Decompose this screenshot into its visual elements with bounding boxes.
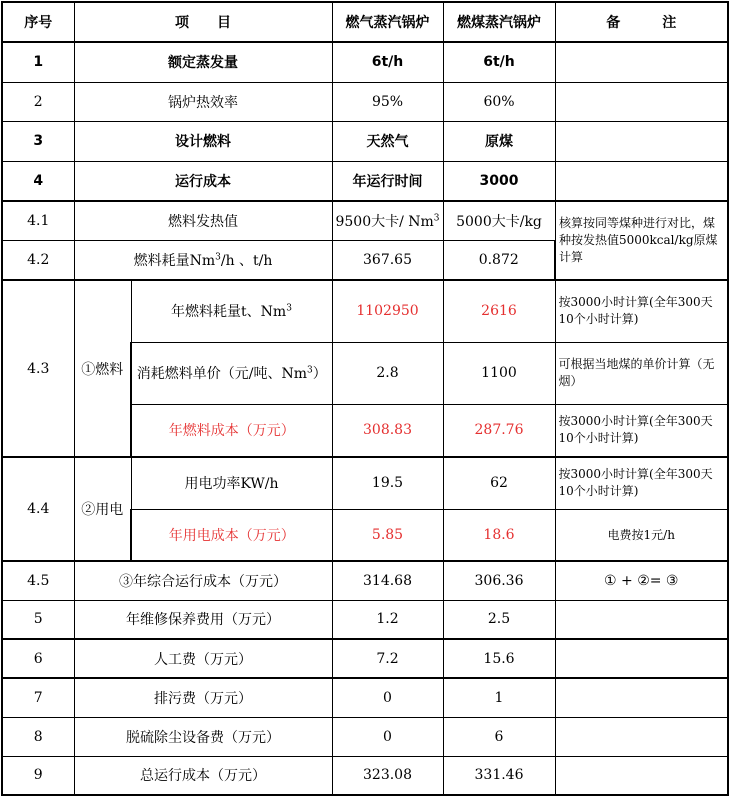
row-coal-value: 2.5 [443,600,555,639]
row-gas-value: 19.5 [332,457,443,509]
row-remark [555,82,728,121]
row-remark: 核算按同等煤种进行对比，煤种按发热值5000kcal/kg原煤计算 [555,201,728,280]
row-seq: 7 [2,678,74,717]
row-seq: 4.2 [2,240,74,280]
row-gas-value: 1.2 [332,600,443,639]
row-item: 用电功率KW/h [131,457,332,509]
row-remark: ① + ②= ③ [555,561,728,600]
row-item: 脱硫除尘设备费（万元） [74,717,332,756]
annual-fuel-consumption-label: 年燃料耗量t、Nm [171,304,287,321]
table-row [2,42,728,82]
row-gas-value: 年运行时间 [332,161,443,201]
row-coal-value: 0.872 [443,240,555,280]
row-coal-value: 287.76 [443,404,555,457]
row-gas-value: 5.85 [332,509,443,561]
row-gas-value: 0 [332,678,443,717]
row-item [131,280,332,342]
row-seq: 4 [2,161,74,201]
header-row [2,2,728,42]
row-gas-value: 308.83 [332,404,443,457]
row-item: 设计燃料 [74,121,332,161]
row-remark [555,756,728,795]
row-remark [555,639,728,678]
row-remark: 电费按1元/h [555,509,728,561]
row-coal-value: 15.6 [443,639,555,678]
row-remark [555,678,728,717]
row-gas-value: 0 [332,717,443,756]
row-remark: 按3000小时计算(全年300天10个小时计算) [555,457,728,509]
row-item: 年用电成本（万元） [131,509,332,561]
row-coal-value: 60% [443,82,555,121]
row-coal-value: 1100 [443,342,555,404]
table-row [2,717,728,756]
row-item: 年燃料成本（万元） [131,404,332,457]
row-remark [555,161,728,201]
row-gas-value: 314.68 [332,561,443,600]
row-remark: 按3000小时计算(全年300天10个小时计算) [555,280,728,342]
table-row [2,756,728,795]
table-row [2,82,728,121]
group-label-fuel: ①燃料 [74,280,131,457]
row-seq: 4.4 [2,457,74,561]
table-row [2,201,728,240]
row-gas-value [332,201,443,240]
row-seq: 8 [2,717,74,756]
row-coal-value: 5000大卡/kg [443,201,555,240]
row-item: 年维修保养费用（万元） [74,600,332,639]
row-gas-value: 1102950 [332,280,443,342]
row-coal-value: 3000 [443,161,555,201]
row-coal-value: 331.46 [443,756,555,795]
row-gas-value: 2.8 [332,342,443,404]
table-row [2,121,728,161]
row-seq: 9 [2,756,74,795]
header-seq: 序号 [2,2,74,42]
row-seq: 4.3 [2,280,74,457]
row-coal-value: 62 [443,457,555,509]
boiler-cost-comparison-table [1,1,729,796]
row-coal-value: 原煤 [443,121,555,161]
row-item: 总运行成本（万元） [74,756,332,795]
row-item: 锅炉热效率 [74,82,332,121]
row-seq: 6 [2,639,74,678]
row-gas-value: 7.2 [332,639,443,678]
row-item: ③年综合运行成本（万元） [74,561,332,600]
row-item [74,240,332,280]
fuel-consumption-unit: /h 、t/h [220,252,273,269]
table-row [2,639,728,678]
row-seq: 5 [2,600,74,639]
annual-fuel-consumption-sup: 3 [286,303,292,314]
row-gas-value: 天然气 [332,121,443,161]
row-remark [555,121,728,161]
table-row [2,280,728,342]
row-item [131,342,332,404]
header-item: 项 目 [74,2,332,42]
row-coal-value: 6t/h [443,42,555,82]
row-remark: 按3000小时计算(全年300天10个小时计算) [555,404,728,457]
row-remark [555,600,728,639]
table-row [2,678,728,717]
row-remark [555,717,728,756]
row-gas-value: 6t/h [332,42,443,82]
header-remark: 备 注 [555,2,728,42]
gas-heat-value-sup: 3 [433,213,440,224]
row-coal-value: 1 [443,678,555,717]
row-gas-value: 323.08 [332,756,443,795]
row-item: 燃料发热值 [74,201,332,240]
table-row [2,600,728,639]
row-seq: 4.5 [2,561,74,600]
row-remark: 可根据当地煤的单价计算（无烟） [555,342,728,404]
fuel-unit-price-close: ） [312,366,327,382]
table-row [2,161,728,201]
row-coal-value: 18.6 [443,509,555,561]
row-seq: 2 [2,82,74,121]
header-gas-boiler: 燃气蒸汽锅炉 [332,2,443,42]
group-label-electricity: ②用电 [74,457,131,561]
header-coal-boiler: 燃煤蒸汽锅炉 [443,2,555,42]
row-item: 运行成本 [74,161,332,201]
row-gas-value: 95% [332,82,443,121]
row-seq: 4.1 [2,201,74,240]
table-row [2,457,728,509]
row-coal-value: 2616 [443,280,555,342]
row-item: 排污费（万元） [74,678,332,717]
gas-heat-value-text: 9500大卡/ Nm [335,213,434,230]
fuel-consumption-sup: 3 [215,252,221,263]
row-seq: 3 [2,121,74,161]
table-row [2,561,728,600]
row-coal-value: 306.36 [443,561,555,600]
row-gas-value: 367.65 [332,240,443,280]
row-remark [555,42,728,82]
row-coal-value: 6 [443,717,555,756]
fuel-unit-price-label: 消耗燃料单价（元/吨、Nm [136,366,307,382]
row-item: 人工费（万元） [74,639,332,678]
fuel-unit-price-sup: 3 [307,365,313,376]
row-item: 额定蒸发量 [74,42,332,82]
fuel-consumption-label: 燃料耗量Nm [133,252,216,269]
row-seq: 1 [2,42,74,82]
